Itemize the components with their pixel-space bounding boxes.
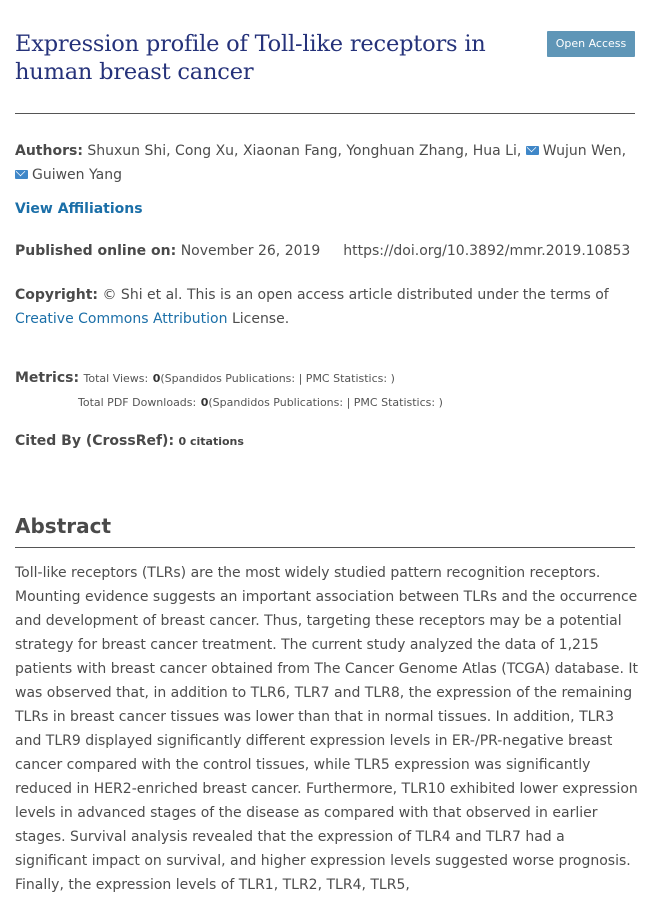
creative-commons-link[interactable]: Creative Commons Attribution bbox=[15, 311, 228, 327]
authors-list: Shuxun Shi, Cong Xu, Xiaonan Fang, Yonghuan Zhang, Hua Li, bbox=[87, 143, 522, 159]
pdf-downloads-sources: (Spandidos Publications: | PMC Statistics: ) bbox=[208, 396, 443, 409]
metrics-label: Metrics: bbox=[15, 370, 80, 386]
abstract-divider bbox=[15, 547, 635, 548]
abstract-heading: Abstract bbox=[15, 514, 112, 538]
published-label: Published online on: bbox=[15, 243, 177, 259]
doi-link[interactable]: https://doi.org/10.3892/mmr.2019.10853 bbox=[343, 243, 631, 259]
mail-icon[interactable] bbox=[526, 146, 539, 155]
mail-icon[interactable] bbox=[15, 170, 28, 179]
copyright-suffix: License. bbox=[231, 311, 290, 327]
total-views-value: 0 bbox=[152, 372, 161, 385]
copyright-text: © Shi et al. This is an open access article distributed under the terms of bbox=[102, 287, 609, 303]
article-title: Expression profile of Toll-like receptors in human breast cancer bbox=[15, 31, 486, 85]
authors-label: Authors: bbox=[15, 143, 83, 159]
published-row bbox=[15, 239, 635, 263]
total-views-sources: (Spandidos Publications: | PMC Statistics: ) bbox=[160, 372, 395, 385]
cited-by-label: Cited By (CrossRef): bbox=[15, 433, 175, 449]
authors-block bbox=[15, 139, 635, 187]
title-divider bbox=[15, 113, 635, 114]
published-date: November 26, 2019 bbox=[180, 243, 321, 259]
copyright-block bbox=[15, 283, 635, 331]
citations-count[interactable]: 0 citations bbox=[178, 435, 244, 448]
corresponding-author-2[interactable]: Guiwen Yang bbox=[32, 167, 122, 183]
copyright-label: Copyright: bbox=[15, 287, 99, 303]
total-views-label: Total Views: bbox=[83, 372, 149, 385]
pdf-downloads-row bbox=[78, 390, 638, 415]
open-access-badge[interactable]: Open Access bbox=[547, 31, 635, 57]
pdf-downloads-label: Total PDF Downloads: bbox=[78, 396, 197, 409]
abstract-body: Toll-like receptors (TLRs) are the most widely studied pattern recognition receptors. Mounting evidence suggests an important association between TLRs and the occurrence and development of breast cancer. Thus, targeting these receptors may be a potential strategy for breast cancer treatment. The current study analyzed the data of 1,215 patients with breast cancer obtained from The Cancer Genome Atlas (TCGA) database. It was observed that, in addition to TLR6, TLR7 and TLR8, the expression of the remaining TLRs in breast cancer tissues was lower than that in normal tissues. In addition, TLR3 and TLR9 displayed significantly different expression levels in ER-/PR-negative breast cancer compared with the control tissues, while TLR5 expression was significantly reduced in HER2-enriched breast cancer. Furthermore, TLR10 exhibited lower expression levels in advanced stages of the disease as compared with that observed in earlier stages. Survival analysis revealed that the expression of TLR4 and TLR7 had a significant impact on survival, and higher expression levels suggested worse prognosis. Finally, the expression levels of TLR1, TLR2, TLR4, TLR5, bbox=[15, 565, 639, 893]
corresponding-author-1[interactable]: Wujun Wen, bbox=[542, 143, 627, 159]
pdf-downloads-value: 0 bbox=[200, 396, 209, 409]
cited-by-row bbox=[15, 429, 635, 454]
metrics-block bbox=[15, 366, 635, 391]
view-affiliations-link[interactable]: View Affiliations bbox=[15, 201, 143, 217]
